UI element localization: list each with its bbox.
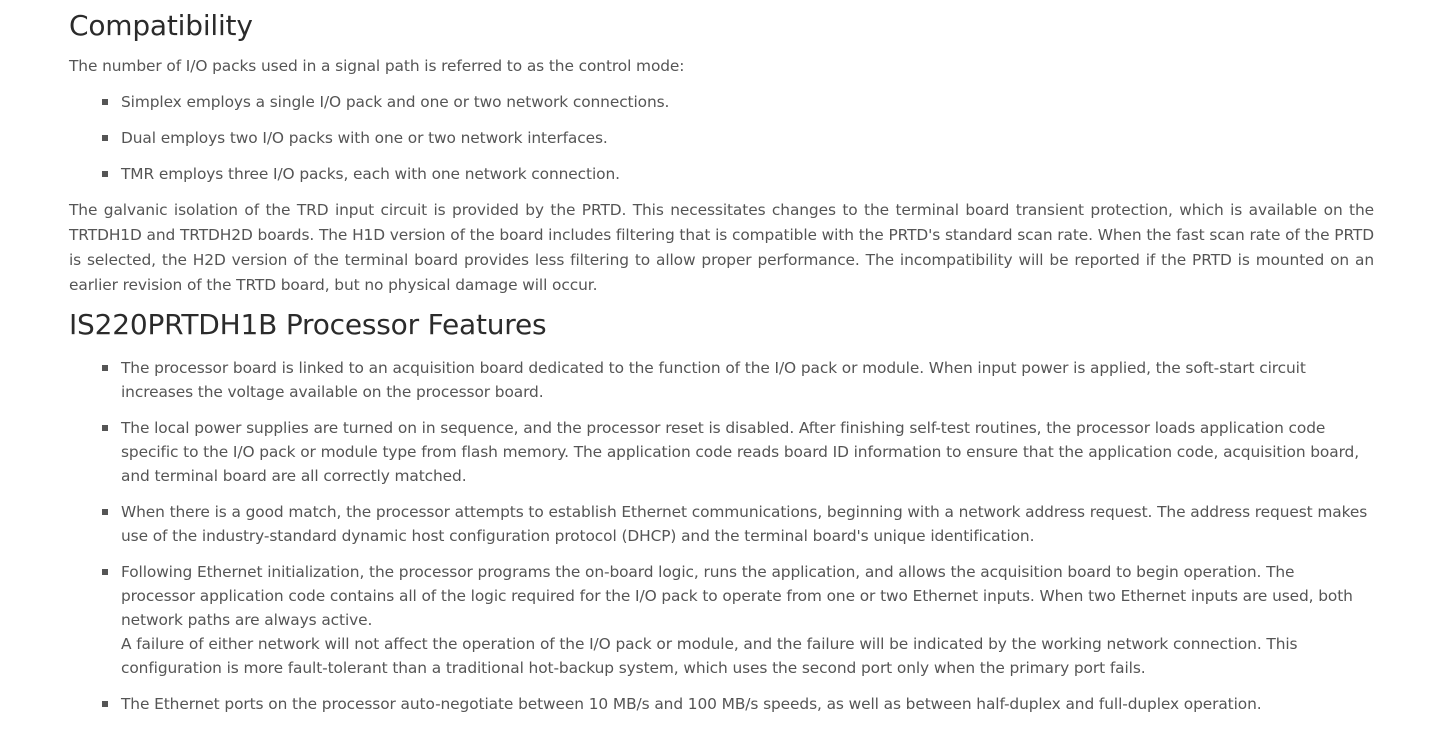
list-item-continuation-text: A failure of either network will not affect the operation of the I/O pack or module, and the failure will be indicated by the working network connection. This configuration is more fault-tolerant than a traditional hot-backup system, which uses the second port only when the primary port fails.: [121, 635, 1298, 677]
list-item-text: Dual employs two I/O packs with one or two network interfaces.: [121, 129, 608, 147]
square-bullet-icon: [102, 569, 108, 575]
square-bullet-icon: [102, 135, 108, 141]
square-bullet-icon: [102, 171, 108, 177]
list-item-text: Following Ethernet initialization, the processor programs the on-board logic, runs the application, and allows the acquisition board to begin operation. The processor application code contains all of the logic required for the I/O pack to operate from one or two Ethernet inputs. When two Ethernet inputs are used, both network paths are always active.: [121, 563, 1353, 629]
square-bullet-icon: [102, 365, 108, 371]
square-bullet-icon: [102, 701, 108, 707]
list-item-text: The local power supplies are turned on in sequence, and the processor reset is disabled. After finishing self-test routines, the processor loads application code specific to the I/O pack or module type from flash memory. The application code reads board ID information to ensure that the application code, acquisition board, and terminal board are all correctly matched.: [121, 419, 1360, 485]
list-item: [69, 126, 1374, 150]
list-item-text: The Ethernet ports on the processor auto-negotiate between 10 MB/s and 100 MB/s speeds, as well as between half-duplex and full-duplex operation.: [121, 695, 1262, 713]
list-item: [69, 500, 1372, 548]
square-bullet-icon: [102, 425, 108, 431]
list-item: [69, 90, 1374, 114]
list-item-text: Simplex employs a single I/O pack and one or two network connections.: [121, 93, 670, 111]
list-item: [69, 356, 1372, 404]
list-item: [69, 416, 1372, 488]
list-item: [69, 560, 1372, 680]
control-mode-list: [69, 90, 1374, 186]
features-list: [69, 356, 1374, 716]
compatibility-heading: Compatibility: [69, 9, 253, 42]
list-item-text: The processor board is linked to an acquisition board dedicated to the function of the I/O pack or module. When input power is applied, the soft-start circuit increases the voltage available on the processor board.: [121, 359, 1306, 401]
square-bullet-icon: [102, 99, 108, 105]
compatibility-intro: The number of I/O packs used in a signal path is referred to as the control mode:: [69, 57, 685, 75]
list-item: [69, 162, 1374, 186]
compatibility-paragraph: The galvanic isolation of the TRD input circuit is provided by the PRTD. This necessitates changes to the terminal board transient protection, which is available on the TRTDH1D and TRTDH2D boards. The H1D version of the board includes filtering that is compatible with the PRTD's standard scan rate. When the fast scan rate of the PRTD is selected, the H2D version of the terminal board provides less filtering to allow proper performance. The incompatibility will be reported if the PRTD is mounted on an earlier revision of the TRTD board, but no physical damage will occur.: [69, 201, 1374, 294]
article-content: [69, 0, 1374, 716]
list-item-text: TMR employs three I/O packs, each with one network connection.: [121, 165, 620, 183]
list-item-text: When there is a good match, the processor attempts to establish Ethernet communications, beginning with a network address request. The address request makes use of the industry-standard dynamic host configuration protocol (DHCP) and the terminal board's unique identification.: [121, 503, 1368, 545]
list-item: [69, 692, 1372, 716]
features-heading: IS220PRTDH1B Processor Features: [69, 308, 547, 341]
square-bullet-icon: [102, 509, 108, 515]
